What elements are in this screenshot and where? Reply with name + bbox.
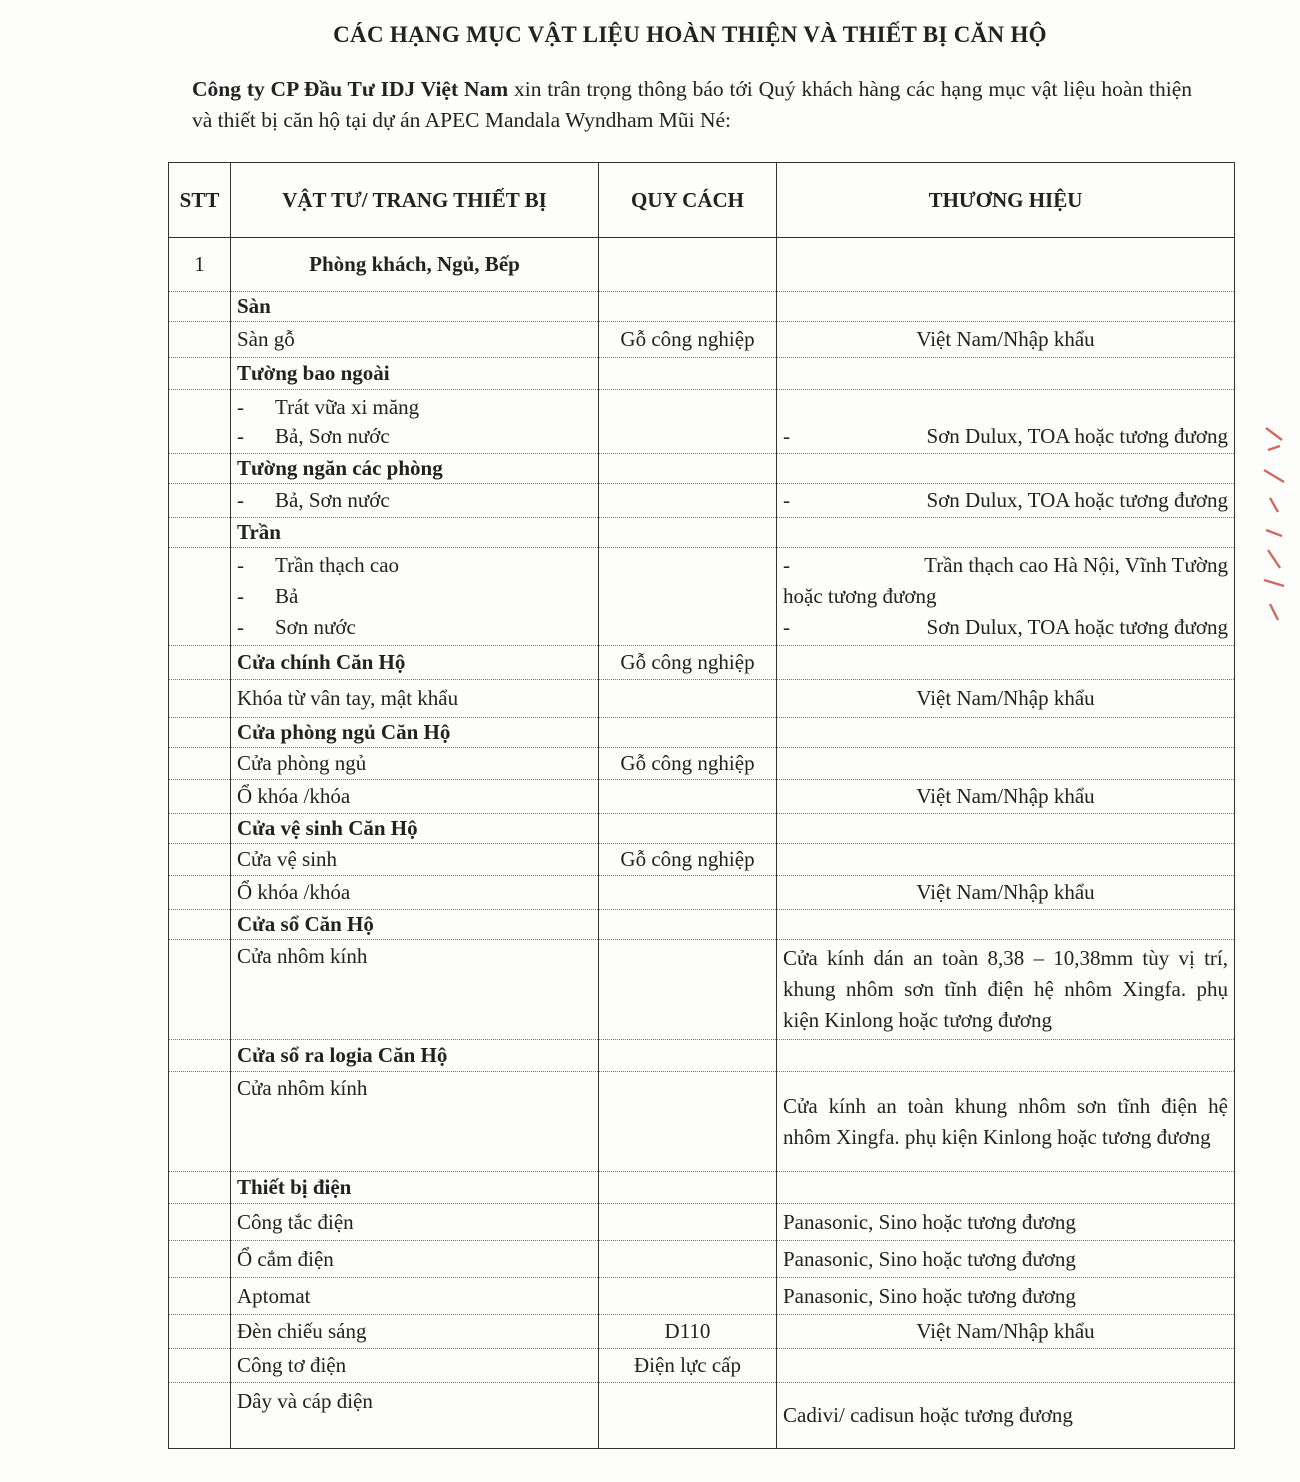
table-header-row [169,163,1235,238]
section-heading: Cửa vệ sinh Căn Hộ [231,814,599,844]
table-row [169,1383,1235,1449]
dash: - [237,584,244,608]
section-heading: Tường ngăn các phòng [231,454,599,484]
table-row [169,548,1235,646]
table-row [169,940,1235,1040]
company-name: Công ty CP Đầu Tư IDJ Việt Nam [192,77,509,101]
item-brand: Việt Nam/Nhập khẩu [777,1315,1235,1349]
item-brand: hoặc tương đương [783,584,937,608]
table-row [169,1349,1235,1383]
item-name: Ổ cắm điện [231,1241,599,1278]
header-brand: THƯƠNG HIỆU [777,163,1235,238]
item-name: Sơn nước [275,615,356,639]
item-name: Công tơ điện [231,1349,599,1383]
item-brand: Sơn Dulux, TOA hoặc tương đương [926,488,1228,512]
table-row [169,1040,1235,1072]
item-brand: Trần thạch cao Hà Nội, Vĩnh Tường [924,553,1228,577]
section-heading: Cửa phòng ngủ Căn Hộ [231,718,599,748]
table-row [169,390,1235,454]
materials-table [168,162,1235,1449]
table-row [169,780,1235,814]
item-spec: D110 [599,1315,777,1349]
dash: - [237,553,244,577]
item-name: Cửa vệ sinh [231,844,599,876]
table-row [169,876,1235,910]
item-brand: Panasonic, Sino hoặc tương đương [777,1204,1235,1241]
item-name: Bả [275,584,299,608]
dash: - [237,488,244,512]
table-row [169,718,1235,748]
item-brand: Panasonic, Sino hoặc tương đương [777,1241,1235,1278]
table-row [169,292,1235,322]
document-title: CÁC HẠNG MỤC VẬT LIỆU HOÀN THIỆN VÀ THIẾT BỊ CĂN HỘ [333,22,1047,47]
section-heading: Trần [231,518,599,548]
item-name: Bả, Sơn nước [275,423,390,448]
section-heading: Thiết bị điện [231,1172,599,1204]
header-item: VẬT TƯ/ TRANG THIẾT BỊ [231,163,599,238]
item-brand: Việt Nam/Nhập khẩu [777,322,1235,358]
item-brand: Cadivi/ cadisun hoặc tương đương [777,1383,1235,1449]
table-row [169,484,1235,518]
dash: - [237,423,244,448]
item-brand: Việt Nam/Nhập khẩu [777,876,1235,910]
section-heading: Cửa sổ Căn Hộ [231,910,599,940]
table-row [169,1072,1235,1172]
item-brand: Việt Nam/Nhập khẩu [777,680,1235,718]
dash: - [237,394,244,419]
dash: - [783,424,790,448]
header-stt: STT [169,163,231,238]
row-stt: 1 [169,238,231,292]
item-brand: Cửa kính an toàn khung nhôm sơn tĩnh điện hệ nhôm Xingfa. phụ kiện Kinlong hoặc tương đương [777,1072,1235,1172]
item-spec [599,1204,777,1241]
table-row [169,748,1235,780]
item-brand [777,1349,1235,1383]
table-row [169,844,1235,876]
table-row [169,322,1235,358]
dash: - [783,615,790,639]
item-name: Trần thạch cao [275,553,400,577]
section-heading: Tường bao ngoài [231,358,599,390]
item-name: Cửa nhôm kính [231,940,599,1040]
room-heading: Phòng khách, Ngủ, Bếp [231,238,599,292]
intro-paragraph [192,74,1192,136]
intro-text: xin trân trọng thông báo tới Quý khách hàng các hạng mục vật liệu hoàn thiện và thiết bị căn hộ tại dự án APEC Mandala Wyndham Mũi Né: [192,77,1192,132]
table-row [169,1278,1235,1315]
table-row [169,910,1235,940]
header-spec: QUY CÁCH [599,163,777,238]
item-name: Đèn chiếu sáng [231,1315,599,1349]
table-row [169,680,1235,718]
table-row [169,454,1235,484]
item-name: Trát vữa xi măng [275,394,420,419]
section-heading: Cửa chính Căn Hộ [231,646,599,680]
table-row [169,238,1235,292]
red-margin-stamp [1258,420,1290,630]
item-spec: Điện lực cấp [599,1349,777,1383]
table-row [169,1204,1235,1241]
table-row [169,1241,1235,1278]
item-name: Aptomat [231,1278,599,1315]
section-heading: Sàn [231,292,599,322]
table-row [169,358,1235,390]
table-row [169,1172,1235,1204]
table-row [169,1315,1235,1349]
item-name: Công tắc điện [231,1204,599,1241]
item-name: Cửa phòng ngủ [231,748,599,780]
item-spec [599,1278,777,1315]
table-row [169,646,1235,680]
item-spec: Gỗ công nghiệp [599,322,777,358]
item-brand: Panasonic, Sino hoặc tương đương [777,1278,1235,1315]
dash: - [237,615,244,639]
item-spec [599,1383,777,1449]
dash: - [783,488,790,512]
item-spec: Gỗ công nghiệp [599,748,777,780]
item-spec: Gỗ công nghiệp [599,646,777,680]
item-brand: Việt Nam/Nhập khẩu [777,780,1235,814]
dash: - [783,553,790,577]
item-name: Khóa từ vân tay, mật khẩu [231,680,599,718]
item-brand: Sơn Dulux, TOA hoặc tương đương [926,615,1228,639]
item-name: Cửa nhôm kính [231,1072,599,1172]
item-brand: Sơn Dulux, TOA hoặc tương đương [926,424,1228,448]
item-name: Ổ khóa /khóa [231,780,599,814]
table-row [169,518,1235,548]
table-row [169,814,1235,844]
item-name: Ổ khóa /khóa [231,876,599,910]
stamp-mark-icon [1258,420,1290,630]
item-spec: Gỗ công nghiệp [599,844,777,876]
item-spec [599,1241,777,1278]
item-name: Bả, Sơn nước [275,488,390,512]
item-brand: Cửa kính dán an toàn 8,38 – 10,38mm tùy vị trí, khung nhôm sơn tĩnh điện hệ nhôm Xingfa. phụ kiện Kinlong hoặc tương đương [777,940,1235,1040]
item-name: Dây và cáp điện [231,1383,599,1449]
item-name: Sàn gỗ [231,322,599,358]
section-heading: Cửa sổ ra logia Căn Hộ [231,1040,599,1072]
